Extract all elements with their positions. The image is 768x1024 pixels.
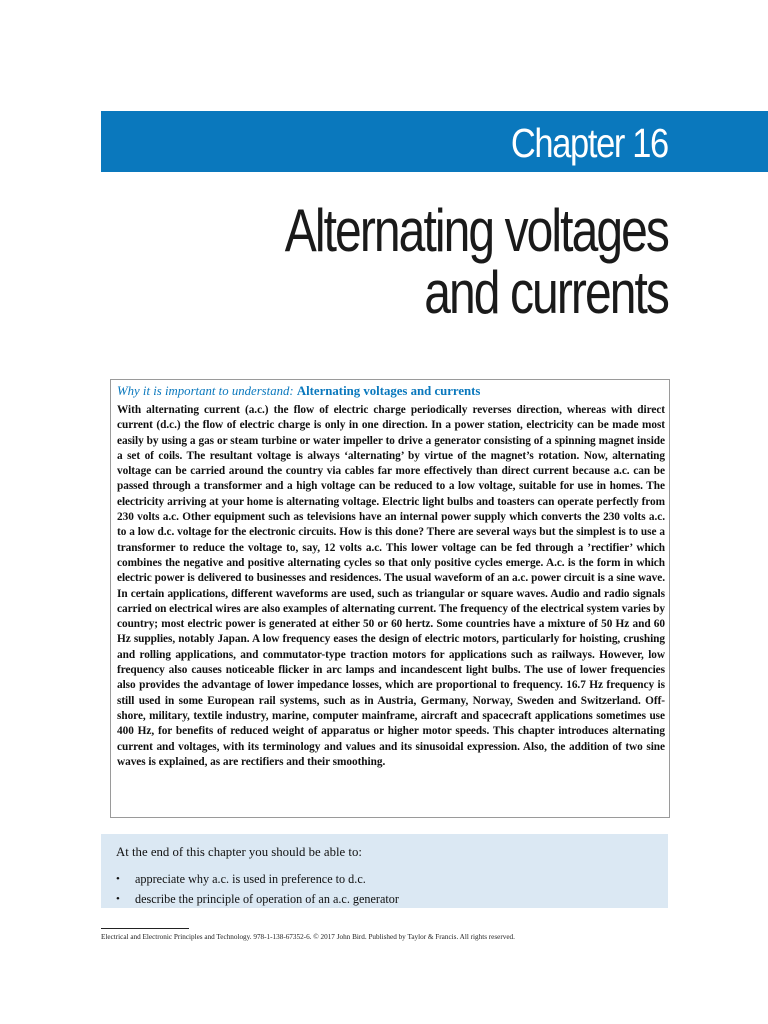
- objective-text: appreciate why a.c. is used in preference to d.c.: [135, 872, 366, 886]
- learning-objectives-box: [101, 834, 668, 908]
- chapter-number: Chapter 16: [511, 120, 668, 166]
- bullet-icon: •: [116, 873, 120, 885]
- objectives-intro: At the end of this chapter you should be able to:: [116, 845, 362, 859]
- why-heading-lead: Why it is important to understand:: [117, 384, 294, 398]
- why-important-heading: [117, 383, 665, 399]
- copyright-footer: Electrical and Electronic Principles and Technology. 978-1-138-67352-6. © 2017 John Bird. Published by Taylor & Francis. All rights reserved.: [101, 933, 515, 941]
- objective-text: describe the principle of operation of an a.c. generator: [135, 892, 399, 906]
- objective-item: [116, 869, 658, 889]
- why-heading-topic: Alternating voltages and currents: [296, 384, 481, 398]
- chapter-title-line-1: Alternating voltages: [284, 197, 668, 264]
- bullet-icon: •: [116, 893, 120, 905]
- objectives-list: [116, 869, 658, 909]
- chapter-title: [284, 197, 668, 326]
- footer-divider: [101, 928, 189, 929]
- chapter-banner: [101, 111, 768, 172]
- chapter-title-line-2: and currents: [424, 259, 668, 326]
- why-important-body: With alternating current (a.c.) the flow of electric charge periodically reverses direction, whereas with direct current (d.c.) the flow of electric charge is only in one direction. In a power station, electricity can be made most easily by using a gas or steam turbine or water impeller to drive a generator consisting of a spinning magnet inside a set of coils. The resultant voltage is always ‘alternating’ by virtue of the magnet’s rotation. Now, alternating voltage can be carried around the country via cables far more effectively than direct current because a.c. can be passed through a transformer and a high voltage can be reduced to a low voltage, suitable for use in homes. The electricity arriving at your home is alternating voltage. Electric light bulbs and toasters can operate perfectly from 230 volts a.c. Other equipment such as televisions have an internal power supply which converts the 230 volts a.c. to a low d.c. voltage for the electronic circuits. How is this done? There are several ways but the simplest is to use a transformer to reduce the voltage to, say, 12 volts a.c. This lower voltage can be fed through a ’rectifier’ which combines the negative and positive alternating cycles so that only positive cycles emerge. A.c. is the form in which electric power is delivered to businesses and residences. The usual waveform of an a.c. power circuit is a sine wave. In certain applications, different waveforms are used, such as triangular or square waves. Audio and radio signals carried on electrical wires are also examples of alternating current. The frequency of the electrical system varies by country; most electric power is generated at either 50 or 60 hertz. Some countries have a mixture of 50 Hz and 60 Hz supplies, notably Japan. A low frequency eases the design of electric motors, particularly for hoisting, crushing and rolling applications, and commutator-type traction motors for applications such as railways. However, low frequency also causes noticeable flicker in arc lamps and incandescent light bulbs. The use of lower frequencies also provides the advantage of lower impedance losses, which are proportional to frequency. 16.7 Hz frequency is still used in some European rail systems, such as in Austria, Germany, Norway, Sweden and Switzerland. Off-shore, military, textile industry, marine, computer mainframe, aircraft and spacecraft applications sometimes use 400 Hz, for benefits of reduced weight of apparatus or higher motor speeds. This chapter introduces alternating current and voltages, with its terminology and values and its sinusoidal expression. Also, the addition of two sine waves is explained, as are rectifiers and their smoothing.: [117, 404, 665, 768]
- why-important-box: [110, 379, 670, 818]
- objective-item: [116, 889, 658, 909]
